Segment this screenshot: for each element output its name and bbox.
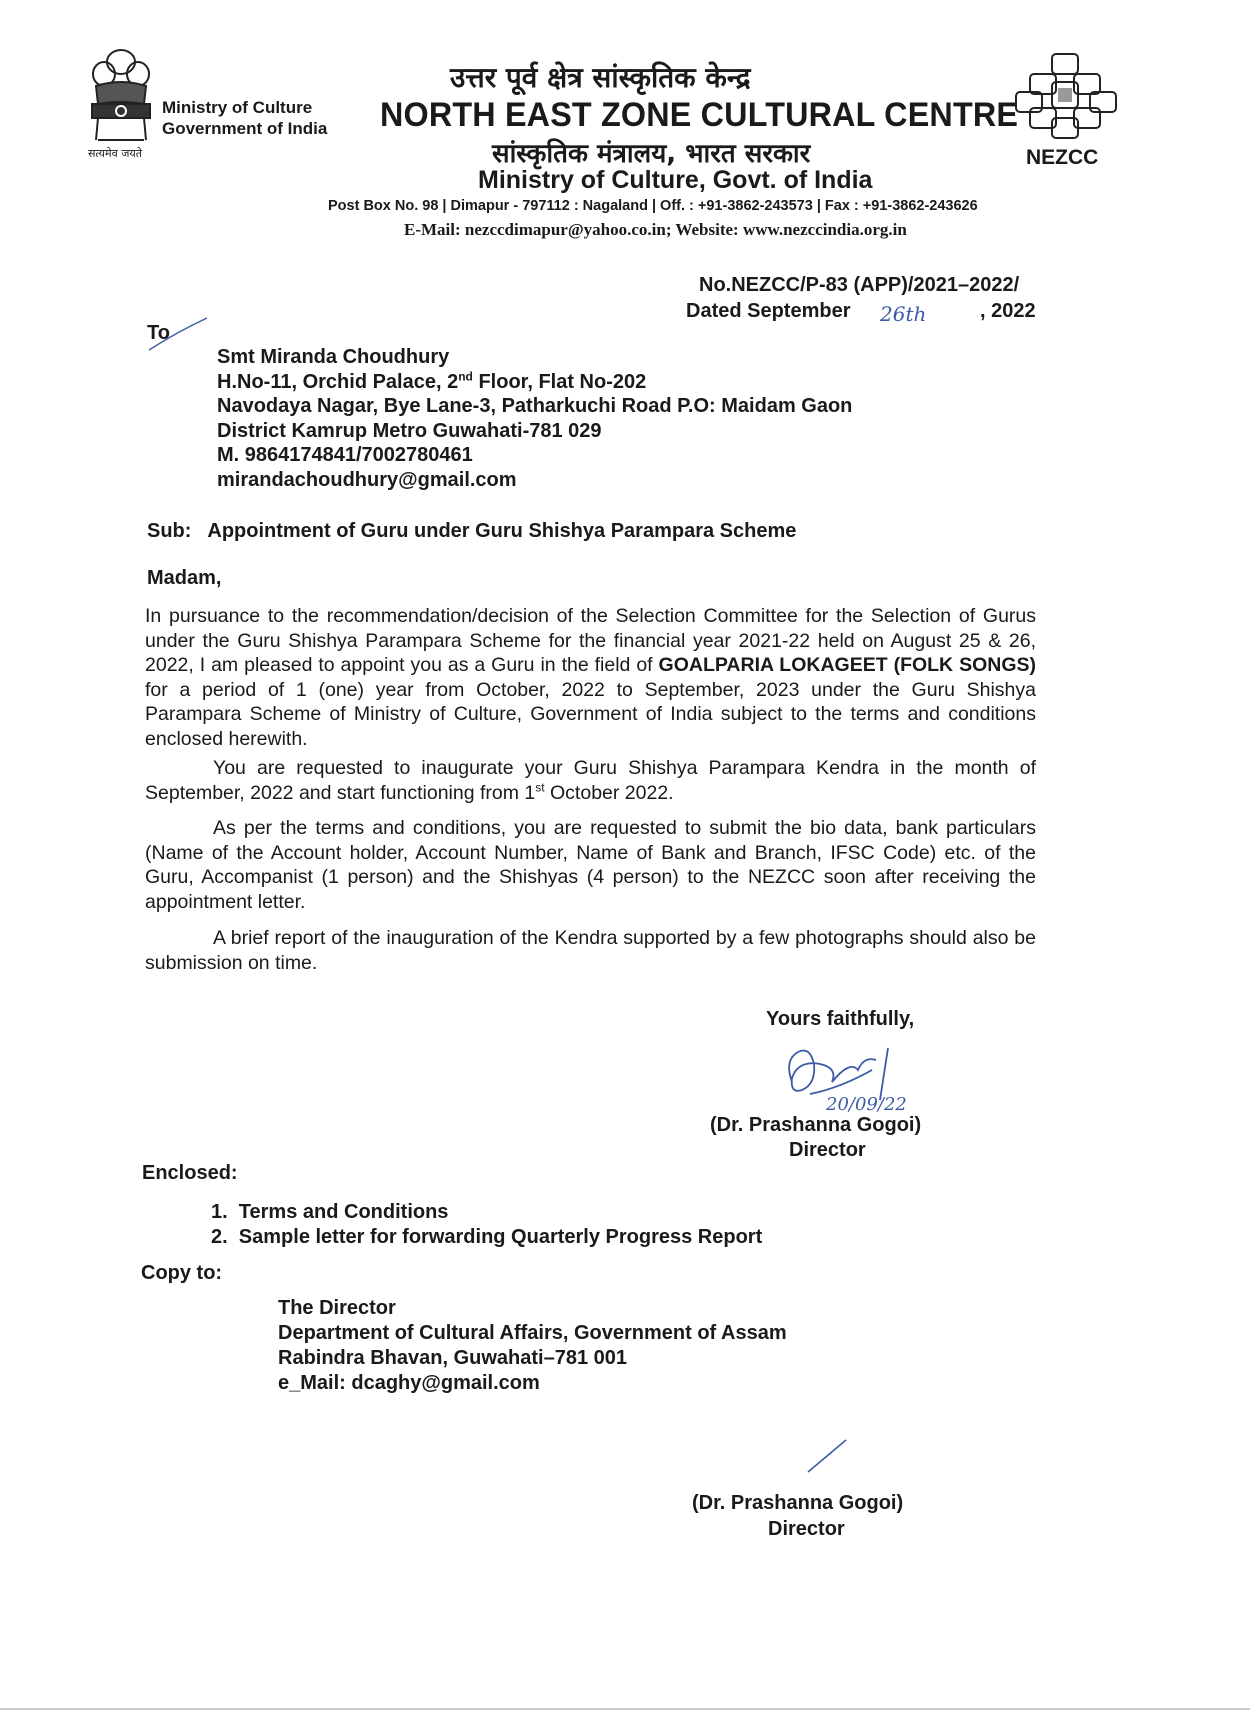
field-of-art: GOALPARIA LOKAGEET (FOLK SONGS) [658,654,1036,676]
page-edge [0,1708,1250,1710]
enclosure-item: 2. Sample letter for forwarding Quarterly Progress Report [211,1226,763,1248]
body-paragraph-2: You are requested to inaugurate your Guru Shishya Parampara Kendra in the month of September, 2022 and start functioning from 1st October 2022. [145,757,1036,804]
enclosure-list [211,1200,762,1250]
ministry-left-block [162,97,327,139]
recipient-phone: M. 9864174841/7002780461 [217,444,473,466]
copy-to-email: e_Mail: dcaghy@gmail.com [278,1372,540,1394]
ministry-left-line2: Government of India [162,119,328,138]
signer2-name: (Dr. Prashanna Gogoi) [692,1492,904,1514]
handwritten-signature [780,1030,930,1114]
tick-mark-icon [147,314,211,354]
signer-designation: Director [789,1139,866,1161]
signature-date: 20/09/22 [826,1094,907,1114]
ministry-name: Ministry of Culture, Govt. of India [478,166,873,194]
copy-to-dept: Department of Cultural Affairs, Government of Assam [278,1322,787,1344]
copy-to-address [278,1296,787,1396]
copy-to-address-line: Rabindra Bhavan, Guwahati–781 001 [278,1347,628,1369]
to-label: To [147,322,170,344]
subject-text: Appointment of Guru under Guru Shishya Parampara Scheme [207,520,797,542]
signer2-designation: Director [768,1518,845,1540]
dated-day-handwritten: 26th [880,302,927,326]
subject-line [147,520,796,543]
enclosed-label: Enclosed: [142,1162,238,1184]
org-address: Post Box No. 98 | Dimapur - 797112 : Nagaland | Off. : +91-3862-243573 | Fax : +91-3862-243626 [328,198,978,214]
body-paragraph-1: In pursuance to the recommendation/decision of the Selection Committee for the Selection of Gurus under the Guru Shishya Parampara Scheme for the financial year 2021-22 held on August 25 & 26, 2022, I am pleased to appoint you as a Guru in the field of GOALPARIA LOKAGEET (FOLK SONGS) for a period of 1 (one) year from October, 2022 to September, 2023 under the Guru Shishya Parampara Scheme of Ministry of Culture, Government of India subject to the terms and conditions enclosed herewith. [145,605,1036,750]
closing: Yours faithfully, [766,1008,915,1030]
org-email-website: E-Mail: nezccdimapur@yahoo.co.in; Website: www.nezccindia.org.in [404,220,907,239]
enclosure-item: 1. Terms and Conditions [211,1201,449,1223]
initial-stroke-icon [804,1436,850,1476]
dated-year: , 2022 [980,300,1036,322]
nezcc-logo-text: NEZCC [1026,146,1099,169]
copy-to-label: Copy to: [141,1262,223,1284]
signer-name: (Dr. Prashanna Gogoi) [710,1114,922,1136]
recipient-address [217,345,852,492]
copy-to-title: The Director [278,1297,396,1319]
national-emblem [82,44,162,144]
body-paragraph-4: A brief report of the inauguration of the Kendra supported by a few photographs should also be submission on time. [145,927,1036,974]
reference-number: No.NEZCC/P-83 (APP)/2021–2022/ [699,274,1020,296]
emblem-motto: सत्यमेव जयते [88,147,143,160]
salutation: Madam, [147,567,222,589]
recipient-line3: District Kamrup Metro Guwahati-781 029 [217,419,602,442]
lion-capital-icon [82,44,160,144]
nezcc-logo-icon [1014,52,1118,142]
dated-label: Dated September [686,300,851,322]
subject-label: Sub: [147,520,192,542]
org-name: NORTH EAST ZONE CULTURAL CENTRE [380,96,1019,134]
recipient-email: mirandachoudhury@gmail.com [217,468,517,491]
recipient-line2: Navodaya Nagar, Bye Lane-3, Patharkuchi Road P.O: Maidam Gaon [217,395,853,417]
recipient-name: Smt Miranda Choudhury [217,346,450,368]
ministry-left-line1: Ministry of Culture [162,98,313,117]
recipient-line1: H.No-11, Orchid Palace, 2nd Floor, Flat No-202 [217,368,647,393]
nezcc-logo [1014,52,1118,147]
ministry-hindi: सांस्कृतिक मंत्रालय, भारत सरकार [492,139,811,169]
org-name-hindi: उत्तर पूर्व क्षेत्र सांस्कृतिक केन्द्र [450,61,751,94]
body-paragraph-3: As per the terms and conditions, you are requested to submit the bio data, bank particulars (Name of the Account holder, Account Number, Name of Bank and Branch, IFSC Code) etc. of the Guru, Accompanist (1 person) and the Shishyas (4 person) to the NEZCC soon after receiving the appointment letter. [145,817,1036,913]
